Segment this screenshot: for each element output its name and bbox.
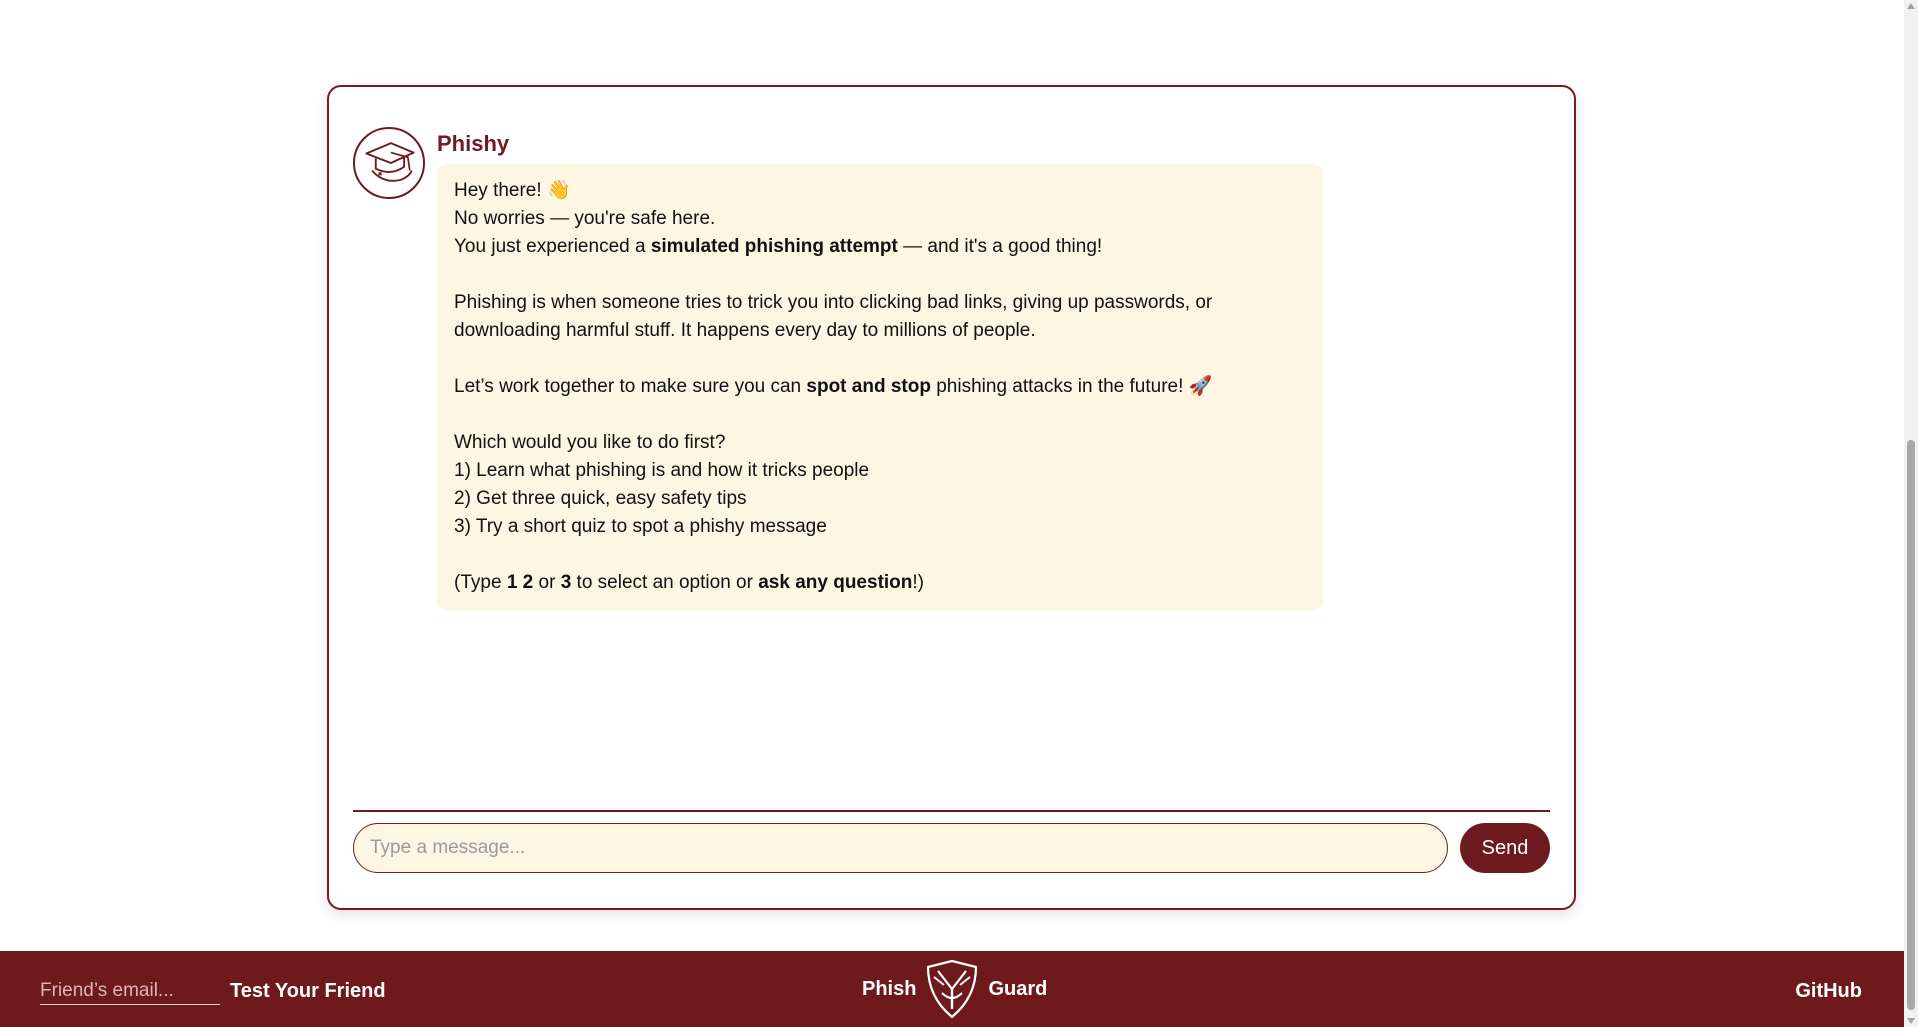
bold-segment: ask any question [758,572,913,593]
blank-line [454,345,1306,373]
message-bubble [437,164,1323,611]
text-segment: to select an option or [571,572,759,593]
bold-segment: spot and stop [806,376,931,397]
message-line [454,205,1306,233]
bold-segment: 1 2 [506,572,534,593]
send-button[interactable]: Send [1460,823,1550,873]
test-your-friend-button[interactable]: Test Your Friend [230,980,386,1002]
option-item: 1) Learn what phishing is and how it tricks people [454,460,870,481]
hint-text [454,569,1306,597]
blank-line [454,541,1306,569]
text-segment: — and it's a good thing! [897,236,1103,257]
message-line [454,233,1306,261]
scrollbar-thumb[interactable] [1907,440,1915,1010]
footer-bar [0,951,1904,1027]
bold-segment: simulated phishing attempt [650,236,898,257]
option-item: 3) Try a short quiz to spot a phishy message [454,516,827,537]
bold-segment: 3 [560,572,572,593]
message-composer [353,823,1550,873]
message-input[interactable] [353,823,1448,873]
composer-divider [353,810,1550,812]
phishguard-logo-icon [924,959,980,1019]
option-item: 2) Get three quick, easy safety tips [454,488,747,509]
text-segment: !) [912,572,924,593]
definition-text: Phishing is when someone tries to trick you into clicking bad links, giving up passwords, or downloading harmful stuff. It happens every day to millions of people. [454,292,1213,341]
text-segment: or [533,572,561,593]
message-list [353,127,1550,647]
phishy-avatar-icon [353,127,425,199]
graduation-cap-avatar-icon [355,129,423,197]
text-segment: (Type [454,572,507,593]
scroll-down-arrow-icon[interactable] [1907,1018,1915,1024]
text-segment: You just experienced a [454,236,651,257]
sender-name: Phishy [437,131,510,156]
brand-text-right: Guard [988,977,1048,1000]
reassure-text: No worries — you're safe here. [454,208,716,229]
scroll-up-arrow-icon[interactable] [1907,3,1915,9]
message-line [454,177,1306,205]
message-line [454,373,1306,401]
friend-email-input[interactable] [40,977,220,1005]
blank-line [454,401,1306,429]
rocket-emoji-icon: 🚀 [1188,376,1213,397]
wave-emoji-icon: 👋 [546,180,571,201]
greeting-text: Hey there! [454,180,542,201]
chat-card [327,85,1576,910]
text-segment: Let’s work together to make sure you can [454,376,807,397]
blank-line [454,261,1306,289]
text-segment: phishing attacks in the future! [930,376,1189,397]
question-text: Which would you like to do first? [454,432,726,453]
page-scrollbar[interactable] [1904,0,1918,1027]
message-body [437,127,1323,611]
github-link[interactable]: GitHub [1795,980,1862,1002]
bot-message [353,127,1550,611]
brand-logo-group [862,959,1047,1019]
brand-text-left: Phish [862,977,917,1000]
